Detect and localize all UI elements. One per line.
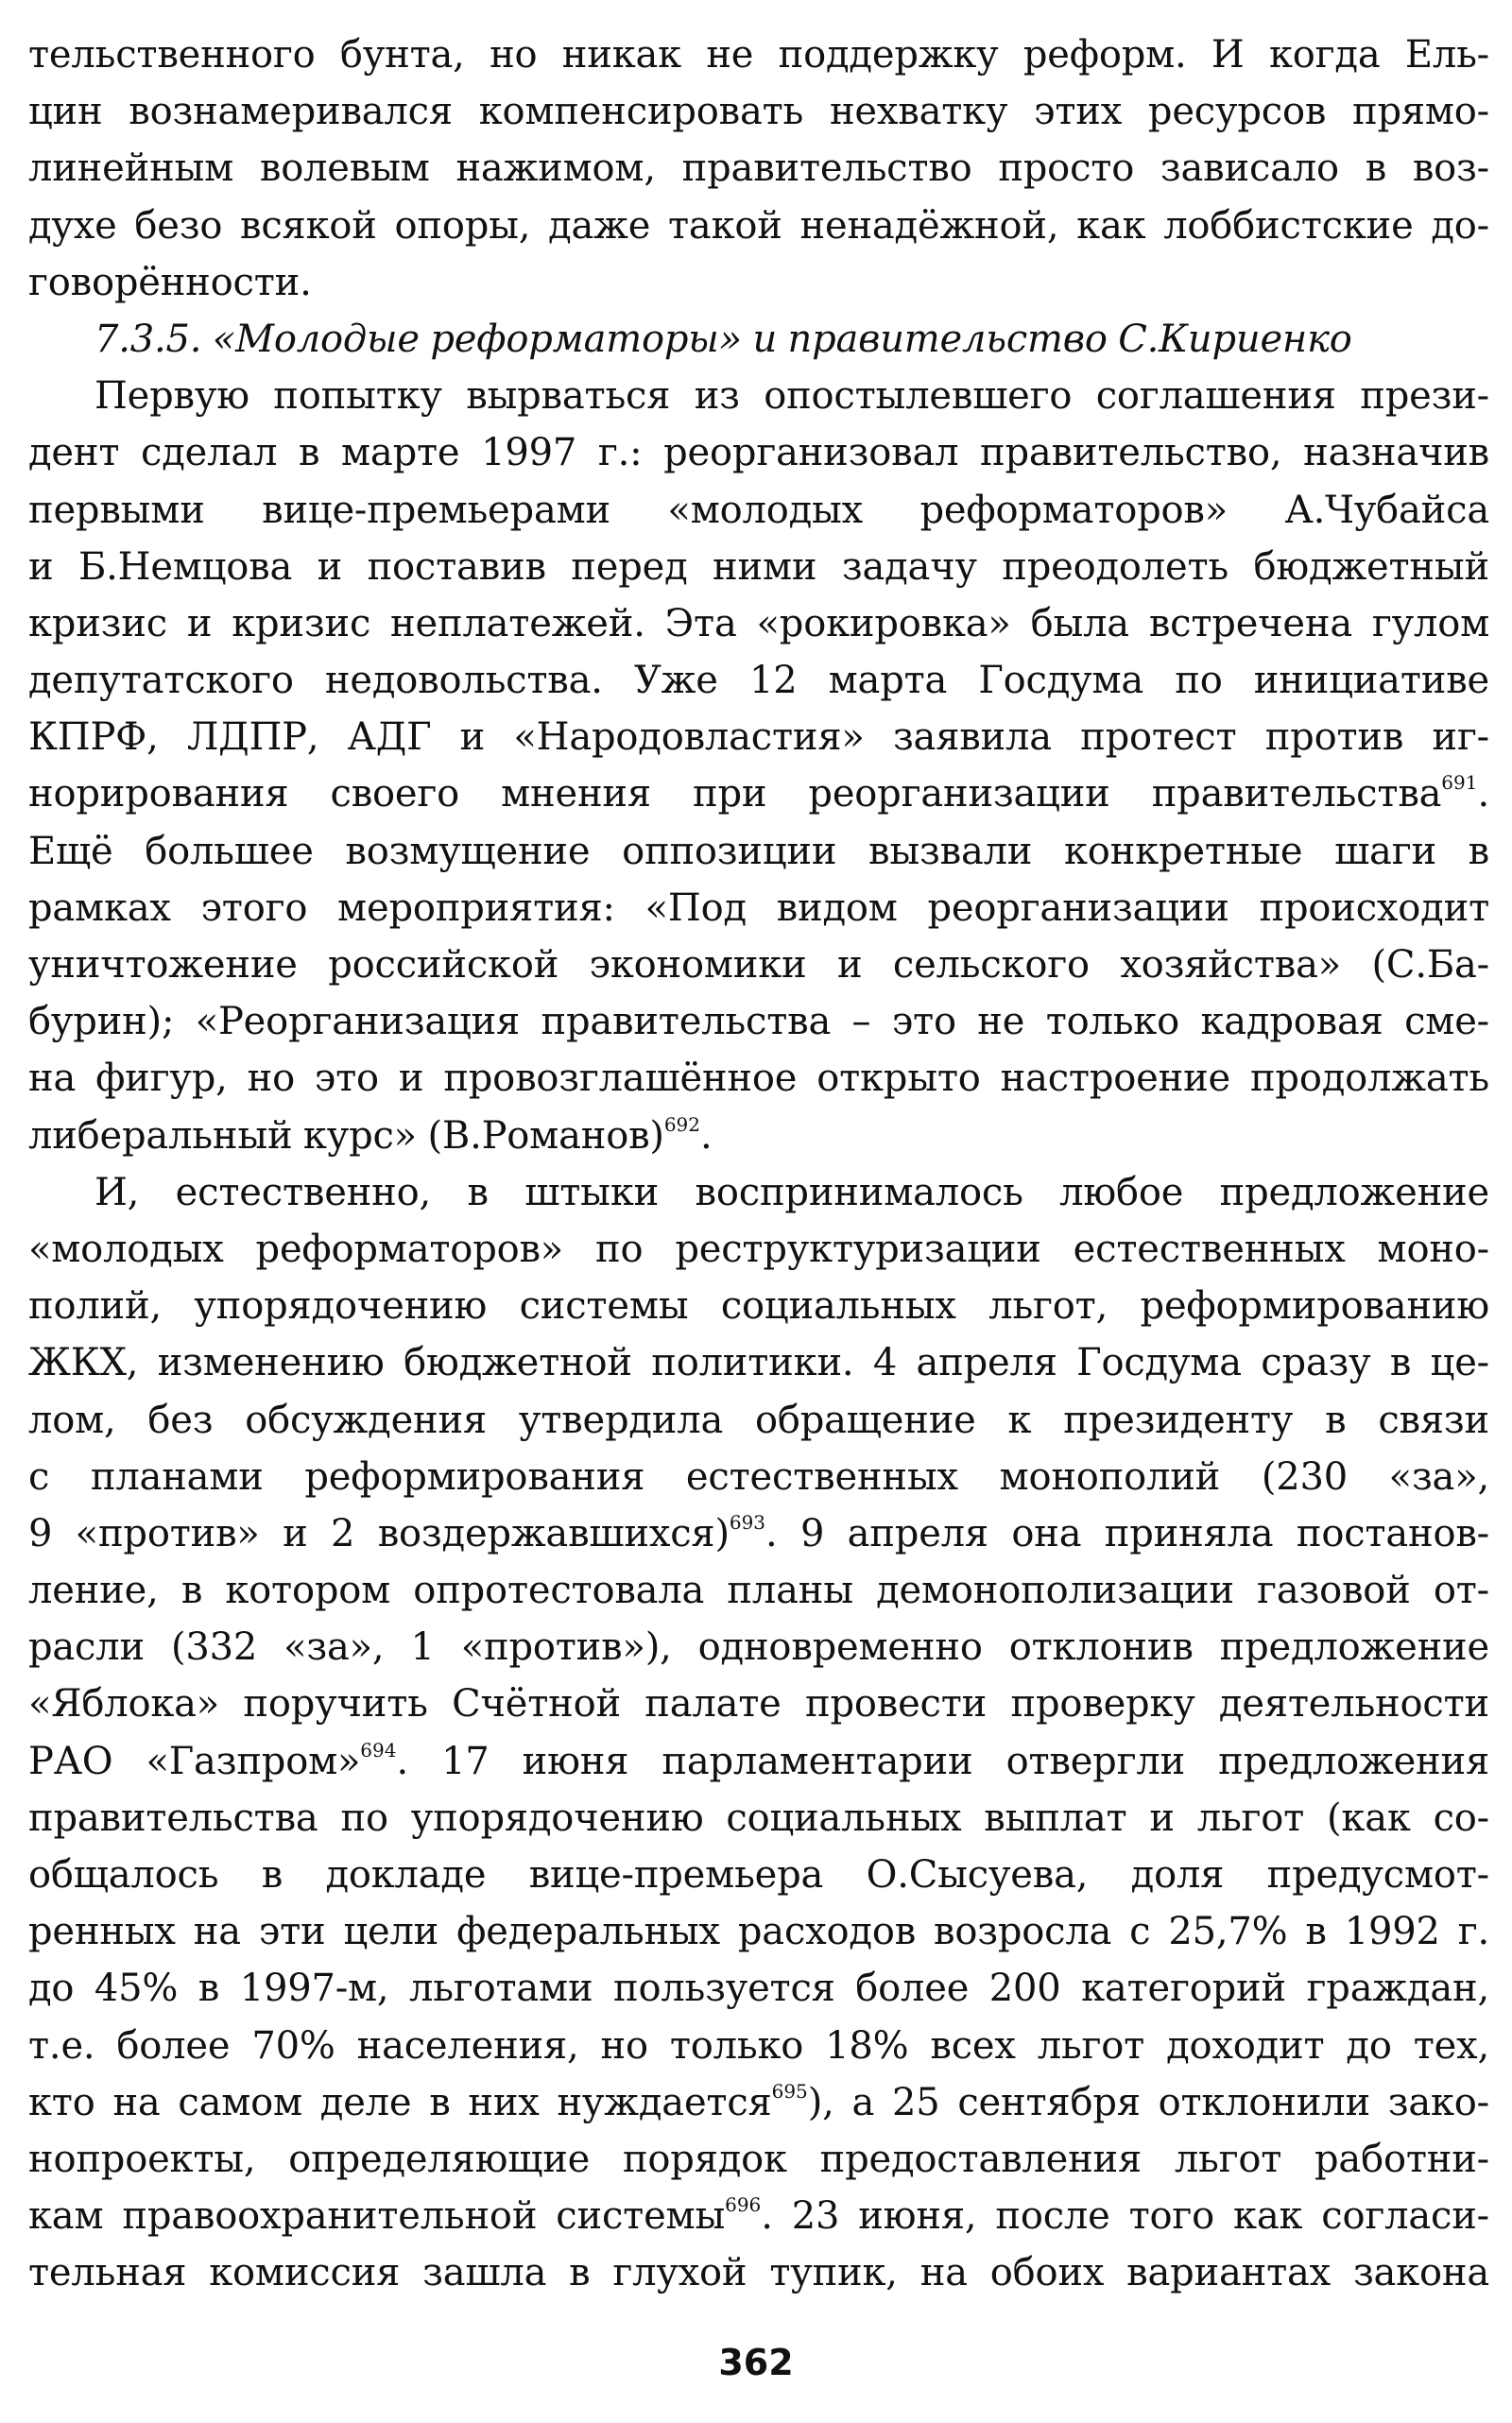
text-segment: 9 «против» и 2 воздержавшихся)	[28, 1511, 730, 1555]
text-line: бурин); «Реорганизация правительства – это не только кадровая сме-	[28, 1000, 1489, 1044]
text-line: полий, упорядочению системы социальных льгот, реформированию	[28, 1284, 1489, 1329]
footnote-ref-695: 695	[771, 2079, 808, 2103]
text-line: тельственного бунта, но никак не поддержку реформ. И когда Ель-	[28, 33, 1489, 77]
text-line: нопроекты, определяющие порядок предоставления льгот работни-	[28, 2137, 1489, 2181]
punctuation: .	[1477, 772, 1489, 816]
text-line: тельная комиссия зашла в глухой тупик, на обоих вариантах закона	[28, 2251, 1489, 2295]
text-line: И, естественно, в штыки воспринималось любое предложение	[94, 1170, 1489, 1214]
text-line: т.е. более 70% населения, но только 18% всех льгот доходит до тех,	[28, 2023, 1489, 2068]
text-segment: кто на самом деле в них нуждается	[28, 2080, 772, 2124]
text-segment: . 9 апреля она приняла постанов-	[765, 1511, 1489, 1555]
text-line: кризис и кризис неплатежей. Эта «рокировка» была встречена гулом	[28, 601, 1489, 645]
text-line-with-footnote	[28, 1108, 1489, 1164]
text-line: депутатского недовольства. Уже 12 марта Госдума по инициативе	[28, 659, 1489, 703]
footnote-ref-691: 691	[1441, 771, 1478, 795]
text-segment: норирования своего мнения при реорганизации правительства	[28, 772, 1442, 816]
text-line: правительства по упорядочению социальных выплат и льгот (как со-	[28, 1796, 1489, 1840]
text-line: рамках этого мероприятия: «Под видом реорганизации происходит	[28, 885, 1489, 930]
footnote-ref-693: 693	[729, 1510, 766, 1534]
text-line: уничтожение российской экономики и сельского хозяйства» (С.Ба-	[28, 943, 1489, 987]
text-line: дент сделал в марте 1997 г.: реорганизовал правительство, назначив	[28, 431, 1489, 475]
text-line: КПРФ, ЛДПР, АДГ и «Народовластия» заявила протест против иг-	[28, 715, 1489, 760]
text-line-with-footnote	[28, 2188, 1489, 2244]
page-body-text	[28, 26, 1489, 2302]
text-line-with-footnote	[28, 1733, 1489, 1790]
footnote-ref-692: 692	[663, 1112, 700, 1136]
text-segment: . 23 июня, после того как согласи-	[761, 2194, 1489, 2239]
text-line: линейным волевым нажимом, правительство просто зависало в воз-	[28, 146, 1489, 191]
text-line: говорённости.	[28, 260, 312, 304]
text-segment: либеральный курс» (В.Романов)	[28, 1113, 664, 1158]
text-line: лом, без обсуждения утвердила обращение к президенту в связи	[28, 1398, 1489, 1442]
text-line-with-footnote	[28, 1505, 1489, 1562]
text-line: и Б.Немцова и поставив перед ними задачу преодолеть бюджетный	[28, 544, 1489, 589]
text-line: цин вознамеривался компенсировать нехватку этих ресурсов прямо-	[28, 90, 1489, 134]
section-heading: 7.3.5. «Молодые реформаторы» и правительство С.Кириенко	[94, 317, 1352, 361]
text-line: «молодых реформаторов» по реструктуризации естественных моно-	[28, 1227, 1489, 1271]
text-segment: кам правоохранительной системы	[28, 2194, 726, 2239]
text-line: на фигур, но это и провозглашённое открыто настроение продолжать	[28, 1057, 1489, 1101]
text-line: с планами реформирования естественных монополий (230 «за»,	[28, 1454, 1489, 1499]
punctuation: .	[700, 1113, 713, 1158]
text-line: Ещё большее возмущение оппозиции вызвали конкретные шаги в	[28, 829, 1489, 873]
page-number: 362	[718, 2342, 794, 2383]
text-segment: ), а 25 сентября отклонили зако-	[807, 2080, 1490, 2124]
text-line: расли (332 «за», 1 «против»), одновременно отклонив предложение	[28, 1625, 1489, 1670]
text-line: первыми вице-премьерами «молодых реформаторов» А.Чубайса	[28, 488, 1489, 532]
text-line: ление, в котором опротестовала планы демонополизации газовой от-	[28, 1569, 1489, 1613]
text-line: «Яблока» поручить Счётной палате провести проверку деятельности	[28, 1682, 1489, 1727]
text-segment: РАО «Газпром»	[28, 1739, 361, 1783]
text-segment: . 17 июня парламентарии отвергли предложения	[396, 1739, 1489, 1783]
footnote-ref-694: 694	[360, 1738, 397, 1761]
text-line: Первую попытку вырваться из опостылевшего соглашения прези-	[94, 374, 1489, 419]
text-line: общалось в докладе вице-премьера О.Сысуева, доля предусмот-	[28, 1853, 1489, 1897]
text-line-with-footnote	[28, 765, 1489, 822]
footnote-ref-696: 696	[725, 2193, 762, 2217]
text-line: до 45% в 1997-м, льготами пользуется более 200 категорий граждан,	[28, 1967, 1489, 2011]
text-line-with-footnote	[28, 2074, 1489, 2131]
text-line: духе безо всякой опоры, даже такой ненадёжной, как лоббистские до-	[28, 203, 1489, 248]
text-line: ренных на эти цели федеральных расходов возросла с 25,7% в 1992 г.	[28, 1910, 1489, 1954]
text-line: ЖКХ, изменению бюджетной политики. 4 апреля Госдума сразу в це-	[28, 1341, 1489, 1385]
